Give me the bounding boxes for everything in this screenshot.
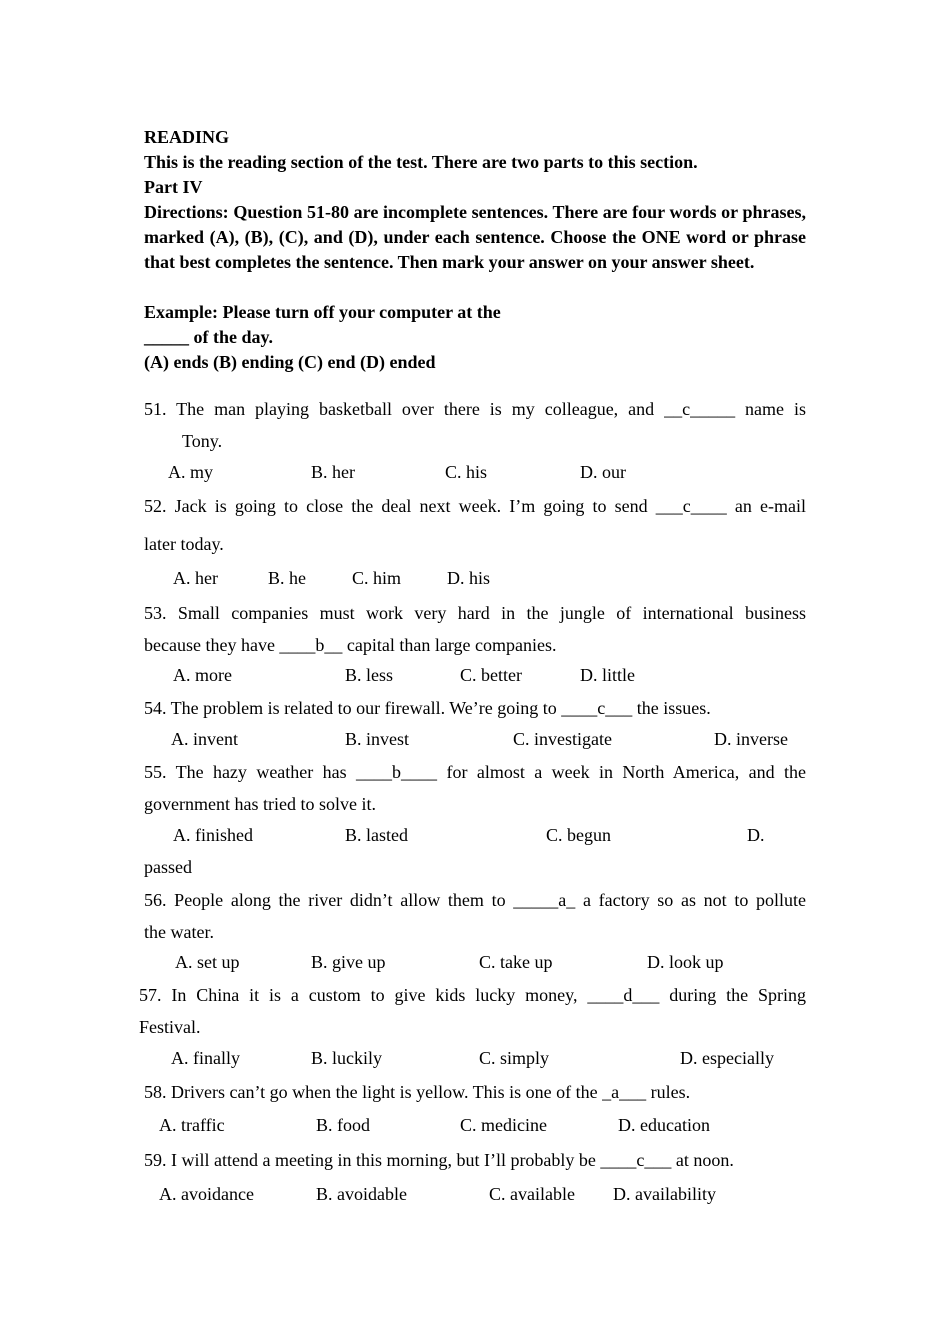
q51-option-a: A. my	[168, 462, 213, 482]
question-53-line-2: because they have ____b__ capital than large companies.	[144, 635, 557, 655]
q52-option-c: C. him	[352, 568, 402, 588]
question-53-line-1: 53. Small companies must work very hard in the jungle of international business	[144, 603, 806, 623]
example-options: (A) ends (B) ending (C) end (D) ended	[144, 352, 436, 372]
q51-option-d: D. our	[580, 462, 626, 482]
question-59-line-1: 59. I will attend a meeting in this morning, but I’ll probably be ____c___ at noon.	[144, 1150, 734, 1170]
directions-paragraph: Directions: Question 51-80 are incomplete sentences. There are four words or phrases, marked (A), (B), (C), and (D), under each sentence. Choose the ONE word or phrase that best completes the sentence. Then mark your answer on your answer sheet.	[144, 202, 806, 272]
q51-option-b: B. her	[311, 462, 355, 482]
question-55-line-1: 55. The hazy weather has ____b____ for almost a week in North America, and the	[144, 762, 806, 782]
example-line-1: Example: Please turn off your computer at the	[144, 302, 501, 322]
question-52-line-2: later today.	[144, 534, 224, 554]
question-57-line-2: Festival.	[139, 1017, 201, 1037]
q53-option-c: C. better	[460, 665, 522, 685]
q54-option-b: B. invest	[345, 729, 410, 749]
q55-option-b: B. lasted	[345, 825, 408, 845]
question-56-line-2: the water.	[144, 922, 214, 942]
question-55-line-2: government has tried to solve it.	[144, 794, 376, 814]
q57-option-b: B. luckily	[311, 1048, 382, 1068]
q59-option-b: B. avoidable	[316, 1184, 407, 1204]
question-51-line-2: Tony.	[182, 431, 223, 451]
question-52-line-1: 52. Jack is going to close the deal next week. I’m going to send ___c____ an e-mail	[144, 496, 806, 516]
q54-option-d: D. inverse	[714, 729, 788, 749]
q55-option-d: D.	[747, 825, 765, 845]
q56-option-d: D. look up	[647, 952, 724, 972]
q56-option-b: B. give up	[311, 952, 386, 972]
q59-option-d: D. availability	[613, 1184, 716, 1204]
section-intro: This is the reading section of the test. There are two parts to this section.	[144, 152, 698, 172]
q58-option-c: C. medicine	[460, 1115, 547, 1135]
q58-option-b: B. food	[316, 1115, 370, 1135]
q54-option-c: C. investigate	[513, 729, 612, 749]
section-title: READING	[144, 127, 230, 147]
q53-option-b: B. less	[345, 665, 394, 685]
question-58-line-1: 58. Drivers can’t go when the light is yellow. This is one of the _a___ rules.	[144, 1082, 691, 1102]
q53-option-a: A. more	[173, 665, 232, 685]
question-56-line-1: 56. People along the river didn’t allow them to _____a_ a factory so as not to pollute	[144, 890, 806, 910]
question-57-line-1: 57. In China it is a custom to give kids lucky money, ____d___ during the Spring	[139, 985, 806, 1005]
q59-option-c: C. available	[489, 1184, 575, 1204]
q53-option-d: D. little	[580, 665, 635, 685]
q51-option-c: C. his	[445, 462, 488, 482]
q55-option-c: C. begun	[546, 825, 611, 845]
part-heading: Part IV	[144, 177, 203, 197]
q57-option-a: A. finally	[171, 1048, 240, 1068]
question-51-line-1: 51. The man playing basketball over there is my colleague, and __c_____ name is	[144, 399, 806, 419]
q56-option-c: C. take up	[479, 952, 553, 972]
q57-option-d: D. especially	[680, 1048, 774, 1068]
q54-option-a: A. invent	[171, 729, 238, 749]
q55-option-d-wrap: passed	[144, 857, 192, 877]
q58-option-d: D. education	[618, 1115, 710, 1135]
question-54-line-1: 54. The problem is related to our firewall. We’re going to ____c___ the issues.	[144, 698, 711, 718]
q52-option-a: A. her	[173, 568, 218, 588]
q55-option-a: A. finished	[173, 825, 253, 845]
example-line-2: _____ of the day.	[144, 327, 274, 347]
q57-option-c: C. simply	[479, 1048, 550, 1068]
q59-option-a: A. avoidance	[159, 1184, 254, 1204]
q58-option-a: A. traffic	[159, 1115, 225, 1135]
q56-option-a: A. set up	[175, 952, 240, 972]
q52-option-b: B. he	[268, 568, 306, 588]
q52-option-d: D. his	[447, 568, 491, 588]
